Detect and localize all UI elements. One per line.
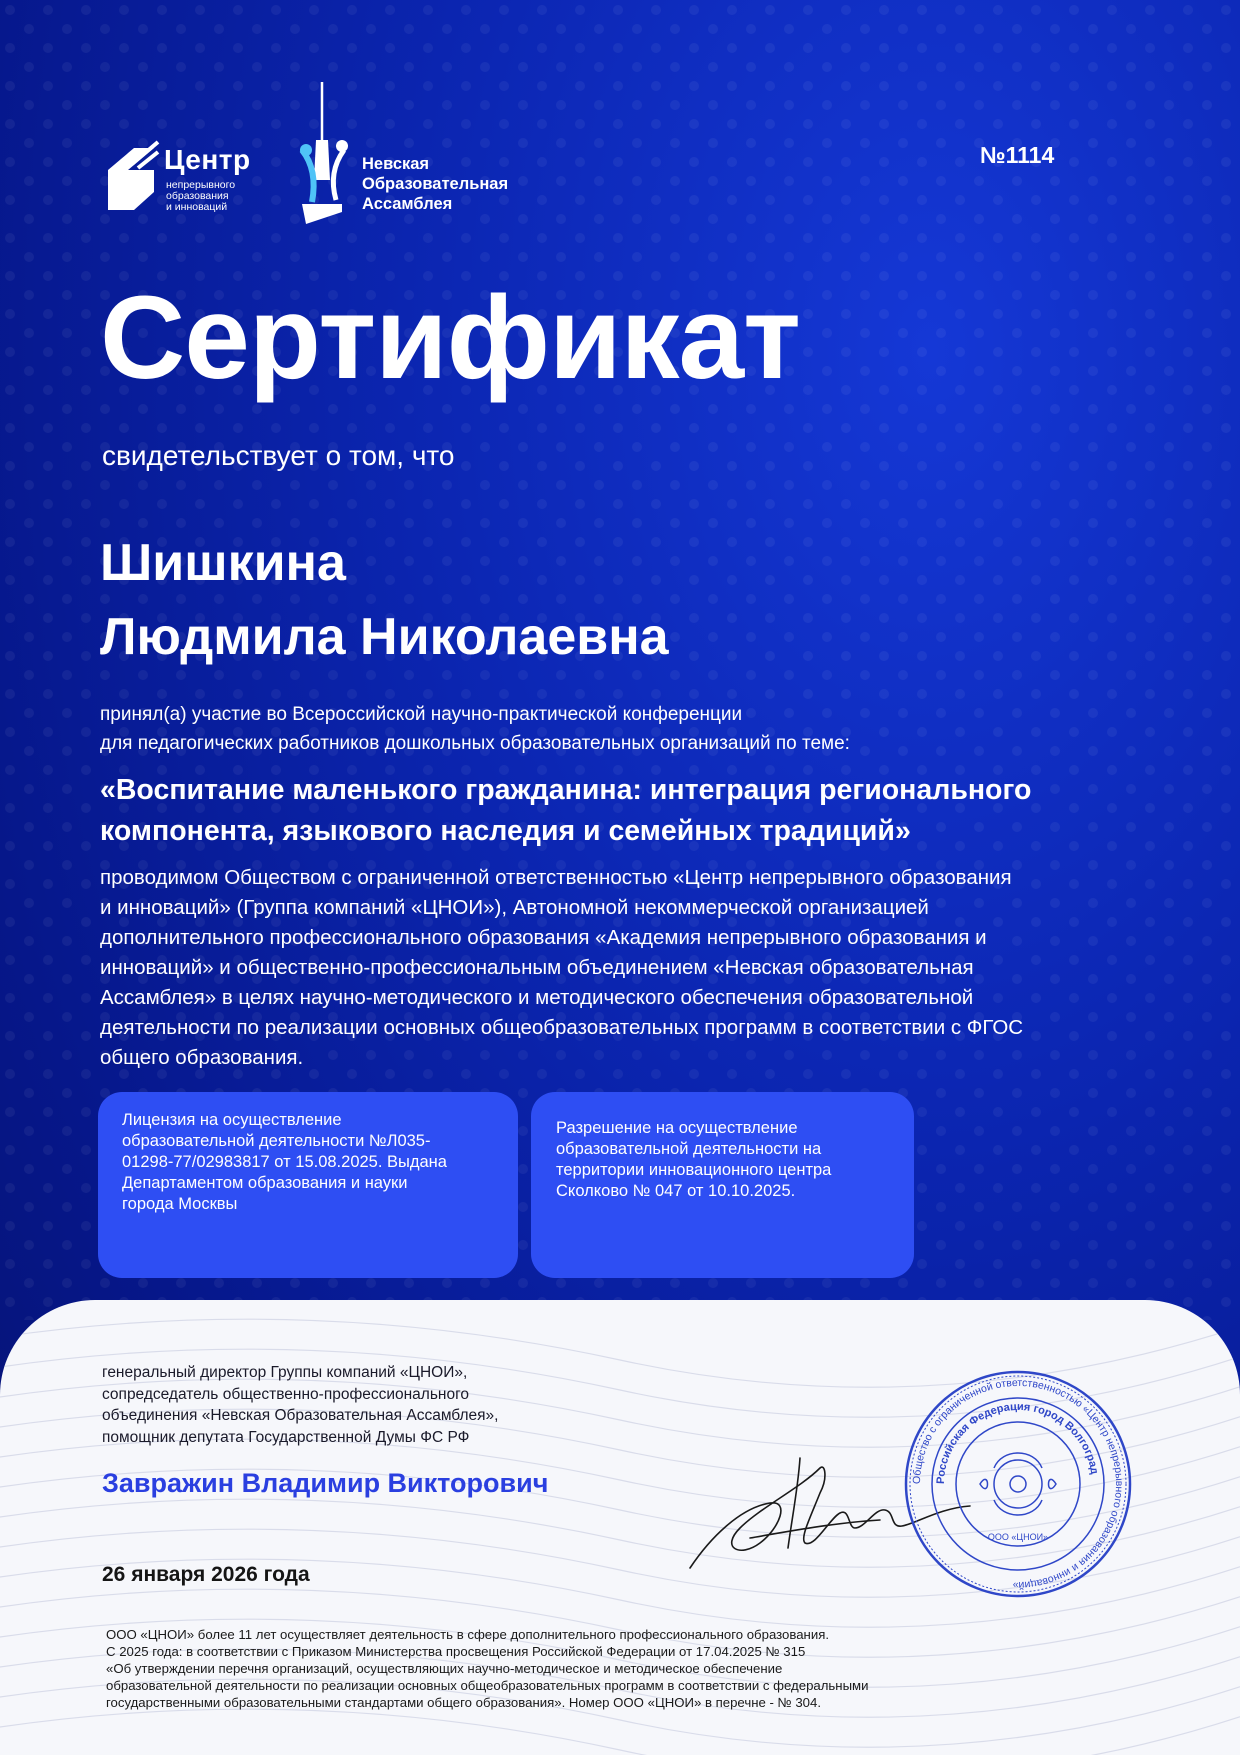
center-logo-subtitle <box>166 180 276 213</box>
organizers-line: и инноваций» (Группа компаний «ЦНОИ»), Автономной некоммерческой организацией <box>100 896 929 919</box>
permit-line: Разрешение на осуществление <box>556 1119 798 1137</box>
stamp-inner-text: Российская Федерация город Волгоград <box>934 1400 1101 1485</box>
recipient-given-names: Людмила Николаевна <box>100 608 669 666</box>
permit-line: образовательной деятельности на <box>556 1140 822 1158</box>
footer-line: «Об утверждении перечня организаций, осуществляющих научно-методическое и методическое обеспечение <box>106 1661 783 1676</box>
license-line: Лицензия на осуществление <box>122 1111 342 1129</box>
center-logo-sub-line: непрерывного <box>166 179 236 191</box>
license-line: образовательной деятельности №Л035- <box>122 1132 431 1150</box>
assembly-logo-line: Невская <box>362 155 430 173</box>
center-logo-sub-line: образования <box>166 190 229 202</box>
footer-line: государственными образовательными стандартами общего образования». Номер ООО «ЦНОИ» в перечне - № 304. <box>106 1695 822 1710</box>
position-line: сопредседатель общественно-профессионального <box>102 1385 470 1403</box>
permit-line: Сколково № 047 от 10.10.2025. <box>556 1182 796 1200</box>
permit-line: территории инновационного центра <box>556 1161 832 1179</box>
recipient-surname: Шишкина <box>100 534 346 592</box>
recipient-name <box>100 526 669 674</box>
footer-line: ООО «ЦНОИ» более 11 лет осуществляет деятельность в сфере дополнительного профессионального образования. <box>106 1627 830 1642</box>
position-line: помощник депутата Государственной Думы ФС РФ <box>102 1428 470 1446</box>
signatory-name: Завражин Владимир Викторович <box>102 1468 549 1498</box>
theme-line: «Воспитание маленького гражданина: интеграция регионального <box>100 774 1032 806</box>
center-logo-icon <box>104 134 160 226</box>
theme-line: компонента, языкового наследия и семейных традиций» <box>100 815 911 847</box>
stamp-center-text: ООО «ЦНОИ» <box>987 1532 1049 1542</box>
certificate-title: Сертификат <box>100 272 800 404</box>
organizers-line: инноваций» и общественно-профессиональным объединением «Невская образовательная <box>100 956 974 979</box>
stamp-emblem <box>980 1453 1056 1515</box>
footer-note <box>106 1626 1156 1711</box>
svg-text:Российская Федерация город Вол <box>935 1401 1100 1484</box>
conference-theme <box>100 770 1200 852</box>
issue-date: 26 января 2026 года <box>102 1563 310 1586</box>
organizers-line: дополнительного профессионального образования «Академия непрерывного образования и <box>100 926 987 949</box>
position-line: генеральный директор Группы компаний «ЦНОИ», <box>102 1364 468 1381</box>
organizers-line: проводимом Обществом с ограниченной ответственностью «Центр непрерывного образования <box>100 866 1012 889</box>
center-logo-name: Центр <box>164 144 251 175</box>
organizers-line: Ассамблея» в целях научно-методического и методического обеспечения образовательной <box>100 986 974 1009</box>
organizers-line: деятельности по реализации основных общеобразовательных программ в соответствии с ФГОС <box>100 1016 1024 1039</box>
license-line: города Москвы <box>122 1195 238 1213</box>
assembly-logo-line: Образовательная <box>362 175 509 193</box>
participation-line: для педагогических работников дошкольных образовательных организаций по теме: <box>100 733 850 754</box>
certificate-subtitle: свидетельствует о том, что <box>102 440 455 471</box>
certificate-number: №1114 <box>980 142 1055 168</box>
assembly-logo-line: Ассамблея <box>362 195 453 213</box>
center-logo-sub-line: и инноваций <box>166 201 228 213</box>
center-logo <box>104 134 274 226</box>
organizers-line: общего образования. <box>100 1046 304 1069</box>
license-line: Департаментом образования и науки <box>122 1174 408 1192</box>
assembly-logo <box>298 80 548 230</box>
position-line: объединения «Невская Образовательная Ассамблея», <box>102 1407 499 1424</box>
license-line: 01298-77/02983817 от 15.08.2025. Выдана <box>122 1153 447 1171</box>
license-box <box>98 1092 518 1278</box>
signatory-position <box>102 1362 622 1448</box>
assembly-logo-name <box>362 154 508 214</box>
participation-line: принял(а) участие во Всероссийской научно-практической конференции <box>100 704 743 725</box>
official-stamp <box>902 1368 1134 1600</box>
footer-line: С 2025 года: в соответствии с Приказом Министерства просвещения Российской Федерации от 17.04.2025 № 315 <box>106 1644 806 1659</box>
participation-text <box>100 700 1160 758</box>
spire-icon <box>298 80 362 230</box>
footer-line: образовательной деятельности по реализации основных общеобразовательных программ в соответствии с федеральными <box>106 1678 869 1693</box>
organizers-text <box>100 863 1175 1073</box>
permit-box <box>531 1092 914 1278</box>
stamp-outer-text: Общество с ограниченной ответственностью «Центр непрерывного образования и инноваций» <box>910 1376 1126 1592</box>
